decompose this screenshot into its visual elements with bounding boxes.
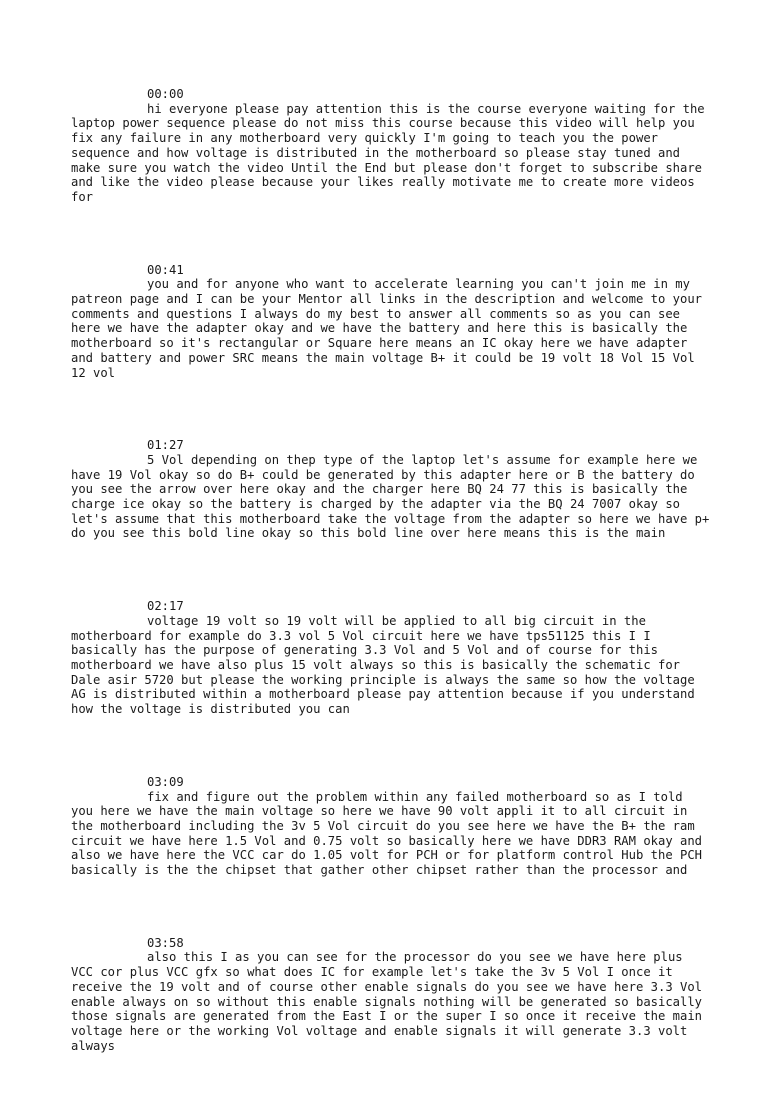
timestamp: 01:27 [147, 438, 184, 453]
timestamp: 00:41 [147, 262, 184, 277]
transcript-segment [71, 438, 711, 541]
transcript-segment [71, 936, 711, 1054]
timestamp: 03:58 [147, 935, 184, 950]
transcript-segment [71, 775, 711, 878]
segment-text: you and for anyone who want to accelerate learning you can't join me in my patreon page and I can be your Mentor all links in the description and welcome to your comments and questions I always do my best to answer all comments so as you can see here we have the adapter okay and we have the battery and here this is basically the motherboard so it's rectangular or Square here means an IC okay here we have adapter and battery and power SRC means the main voltage B+ it could be 19 volt 18 Vol 15 Vol 12 vol [71, 277, 703, 380]
segment-text: fix and figure out the problem within any failed motherboard so as I told you here we have the main voltage so here we have 90 volt appli it to all circuit in the motherboard including the 3v 5 Vol circuit do you see here we have the B+ the ram circuit we have here 1.5 Vol and 0.75 volt so basically here we have DDR3 RAM okay and also we have here the VCC car do 1.05 volt for PCH or for platform control Hub the PCH basically is the the chipset that gather other chipset rather than the processor and [71, 789, 703, 878]
timestamp: 03:09 [147, 774, 184, 789]
segment-text: 5 Vol depending on thep type of the laptop let's assume for example here we have 19 Vol okay so do B+ could be generated by this adapter here or B the battery do you see the arrow over here okay and the charger here BQ 24 77 this is basically the charge ice okay so the battery is charged by the adapter via the BQ 24 7007 okay so let's assume that this motherboard take the voltage from the adapter so here we have p+ do you see this bold line okay so this bold line over here means this is the main [71, 452, 710, 541]
segment-text: also this I as you can see for the processor do you see we have here plus VCC cor plus VCC gfx so what does IC for example let's take the 3v 5 Vol I once it receive the 19 volt and of course other enable signals do you see we have here 3.3 Vol enable always on so without this enable signals nothing will be generated so basically those signals are generated from the East I or the super I so once it receive the main voltage here or the working Vol voltage and enable signals it will generate 3.3 volt always [71, 950, 703, 1053]
transcript-segment [71, 599, 711, 717]
timestamp: 02:17 [147, 599, 184, 614]
transcript-segment [71, 87, 711, 205]
segment-text: hi everyone please pay attention this is the course everyone waiting for the laptop power sequence please do not miss this course because this video will help you fix any failure in any motherboard very quickly I'm going to teach you the power sequence and how voltage is distributed in the motherboard so please stay tuned and make sure you watch the video Until the End but please don't forget to subscribe share and like the video please because your likes really motivate me to create more videos for [71, 101, 705, 204]
transcript-segment [71, 263, 711, 381]
transcript [71, 87, 711, 1111]
timestamp: 00:00 [147, 87, 184, 101]
segment-text: voltage 19 volt so 19 volt will be applied to all big circuit in the motherboard for example do 3.3 vol 5 Vol circuit here we have tps51125 this I I basically has the purpose of generating 3.3 Vol and 5 Vol and of course for this motherboard we have also plus 15 volt always so this is basically the schematic for Dale asir 5720 but please the working principle is always the same so how the voltage AG is distributed within a motherboard please pay attention because if you understand how the voltage is distributed you can [71, 613, 695, 717]
